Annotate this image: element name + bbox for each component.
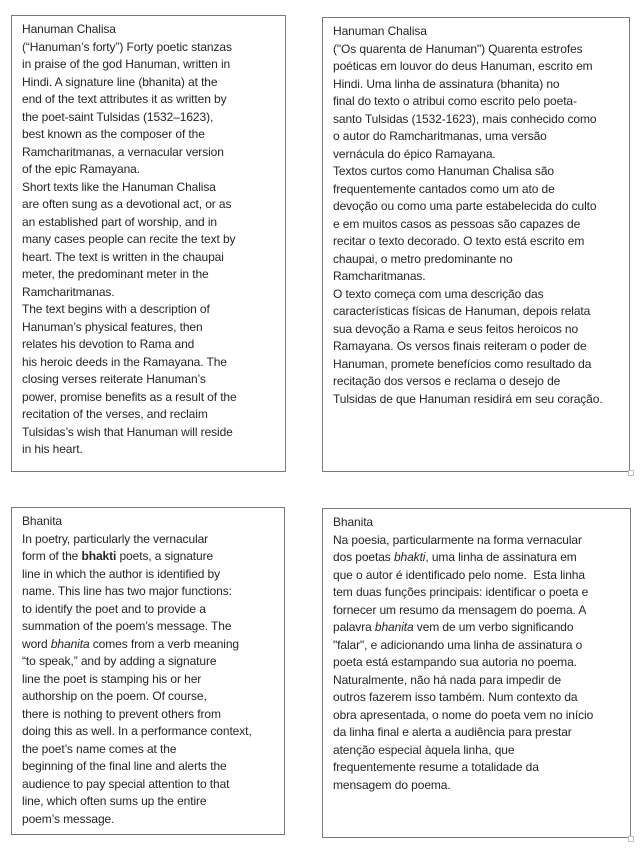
text-line: an established part of worship, and in — [22, 214, 217, 229]
text-line: Hanuman Chalisa — [333, 24, 427, 38]
text-line: o autor do Ramcharitmanas, uma versão — [333, 129, 547, 143]
text-line: the poet’s name comes at the — [22, 741, 177, 756]
text-line: Naturalmente, não há nada para impedir de — [333, 672, 562, 687]
text-line: ("Os quarenta de Hanuman") Quarenta estrofes — [333, 41, 583, 56]
text-line: e em muitos casos as pessoas são capazes de — [333, 216, 581, 231]
text-line: devoção ou como uma parte estabelecida do culto — [333, 199, 597, 213]
text-line: recitar o texto decorado. O texto está escrito em — [333, 234, 585, 248]
text-line: outros fazerem isso também. Num contexto da — [333, 690, 578, 704]
text-line: santo Tulsidas (1532-1623), mais conhecido como — [333, 111, 597, 126]
text-line: line in which the author is identified by — [22, 566, 221, 581]
text-line: recitação dos versos e reclama o desejo de — [333, 374, 561, 388]
text-line: da linha final e alerta a audiência para prestar — [333, 725, 572, 739]
text-line: summation of the poem’s message. The — [22, 619, 232, 633]
text-line: Hindi. Uma linha de assinatura (bhanita) no — [333, 76, 560, 91]
text-line: form of the bhakti poets, a signature — [22, 549, 214, 563]
text-line: atenção especial àquela linha, que — [333, 742, 515, 757]
text-line: Bhanita — [333, 515, 373, 529]
text-line: closing verses reiterate Hanuman’s — [22, 372, 206, 386]
text-line: relates his devotion to Rama and — [22, 337, 195, 351]
text-line: sua devoção a Rama e seus feitos heroicos no — [333, 321, 579, 336]
text-line: name. This line has two major functions: — [22, 584, 232, 598]
text-line: power, promise benefits as a result of the — [22, 389, 237, 404]
text-line: In poetry, particularly the vernacular — [22, 531, 209, 546]
text-line: recitation of the verses, and reclaim — [22, 407, 208, 421]
text-line: there is nothing to prevent others from — [22, 706, 221, 721]
text-line: Bhanita — [22, 514, 62, 528]
text-line: Hanuman Chalisa — [22, 22, 116, 36]
text-line: The text begins with a description of — [22, 302, 210, 316]
text-line: Ramcharitmanas, a vernacular version — [22, 144, 224, 159]
text-line: obra apresentada, o nome do poeta vem no início — [333, 707, 594, 722]
cell-bhanita-pt[interactable] — [322, 508, 631, 838]
text-line: Tulsidas’s wish that Hanuman will reside — [22, 424, 233, 439]
text-line: line, which often sums up the entire — [22, 794, 207, 808]
table-resize-handle-bottom[interactable] — [628, 836, 634, 842]
text-line: frequentemente resume a totalidade da — [333, 760, 539, 774]
text-line: dos poetas bhakti, uma linha de assinatura em — [333, 550, 577, 564]
text-line: heart. The text is written in the chaupai — [22, 249, 224, 264]
text-line: Ramcharitmanas. — [22, 284, 115, 299]
text-line: frequentemente cantados como um ato de — [333, 181, 555, 196]
text-line: doing this as well. In a performance context, — [22, 724, 252, 738]
text-line: the poet-saint Tulsidas (1532–1623), — [22, 109, 214, 124]
text-line: end of the text attributes it as written by — [22, 92, 227, 106]
text-line: of the epic Ramayana. — [22, 162, 140, 176]
text-line: Textos curtos como Hanuman Chalisa são — [333, 164, 554, 178]
text-line: poéticas em louvor do deus Hanuman, escrito em — [333, 59, 593, 73]
text-line: vernácula do épico Ramayana. — [333, 146, 496, 161]
text-line: mensagem do poema. — [333, 777, 451, 792]
text-line: in his heart. — [22, 442, 83, 456]
text-line: Ramcharitmanas. — [333, 269, 426, 283]
text-line: Hanuman’s physical features, then — [22, 319, 203, 334]
text-line: Hindi. A signature line (bhanita) at the — [22, 74, 218, 89]
text-line: Short texts like the Hanuman Chalisa — [22, 179, 216, 194]
text-line: audience to pay special attention to that — [22, 776, 230, 791]
text-line: chaupai, o metro predominante no — [333, 251, 513, 266]
cell-hanuman-chalisa-en[interactable] — [11, 15, 286, 472]
text-line: word bhanita comes from a verb meaning — [22, 636, 239, 651]
text-line: line the poet is stamping his or her — [22, 671, 202, 686]
text-line: Tulsidas de que Hanuman residirá em seu coração. — [333, 391, 603, 406]
text-line: (“Hanuman’s forty”) Forty poetic stanzas — [22, 39, 232, 54]
text-line: poeta está estampando sua autoria no poema. — [333, 655, 577, 669]
text-line: Ramayana. Os versos finais reiteram o poder de — [333, 339, 587, 353]
text-line: his heroic deeds in the Ramayana. The — [22, 354, 227, 369]
table-resize-handle-top[interactable] — [628, 470, 634, 476]
text-line: características físicas de Hanuman, depois relata — [333, 304, 591, 318]
text-line: beginning of the final line and alerts the — [22, 759, 227, 773]
cell-hanuman-chalisa-pt[interactable] — [322, 17, 630, 472]
text-line: poem’s message. — [22, 811, 115, 826]
text-line: Hanuman, promete benefícios como resultado da — [333, 356, 592, 371]
text-line: "falar", e adicionando uma linha de assinatura o — [333, 637, 583, 652]
text-line: in praise of the god Hanuman, written in — [22, 57, 231, 71]
text-line: fornecer um resumo da mensagem do poema. A — [333, 602, 587, 617]
text-line: O texto começa com uma descrição das — [333, 286, 544, 301]
text-line: best known as the composer of the — [22, 127, 205, 141]
text-line: are often sung as a devotional act, or as — [22, 197, 232, 211]
text-line: many cases people can recite the text by — [22, 232, 236, 246]
text-line: palavra bhanita vem de um verbo significando — [333, 620, 574, 634]
text-line: tem duas funções principais: identificar o poeta e — [333, 585, 589, 599]
text-line: final do texto o atribui como escrito pelo poeta- — [333, 94, 577, 108]
cell-bhanita-en[interactable] — [11, 507, 285, 835]
text-line: meter, the predominant meter in the — [22, 267, 209, 281]
text-line: authorship on the poem. Of course, — [22, 689, 207, 703]
text-line: “to speak,” and by adding a signature — [22, 654, 217, 668]
text-line: to identify the poet and to provide a — [22, 601, 206, 616]
text-line: que o autor é identificado pelo nome. Esta linha — [333, 567, 585, 582]
text-line: Na poesia, particularmente na forma vernacular — [333, 532, 582, 547]
